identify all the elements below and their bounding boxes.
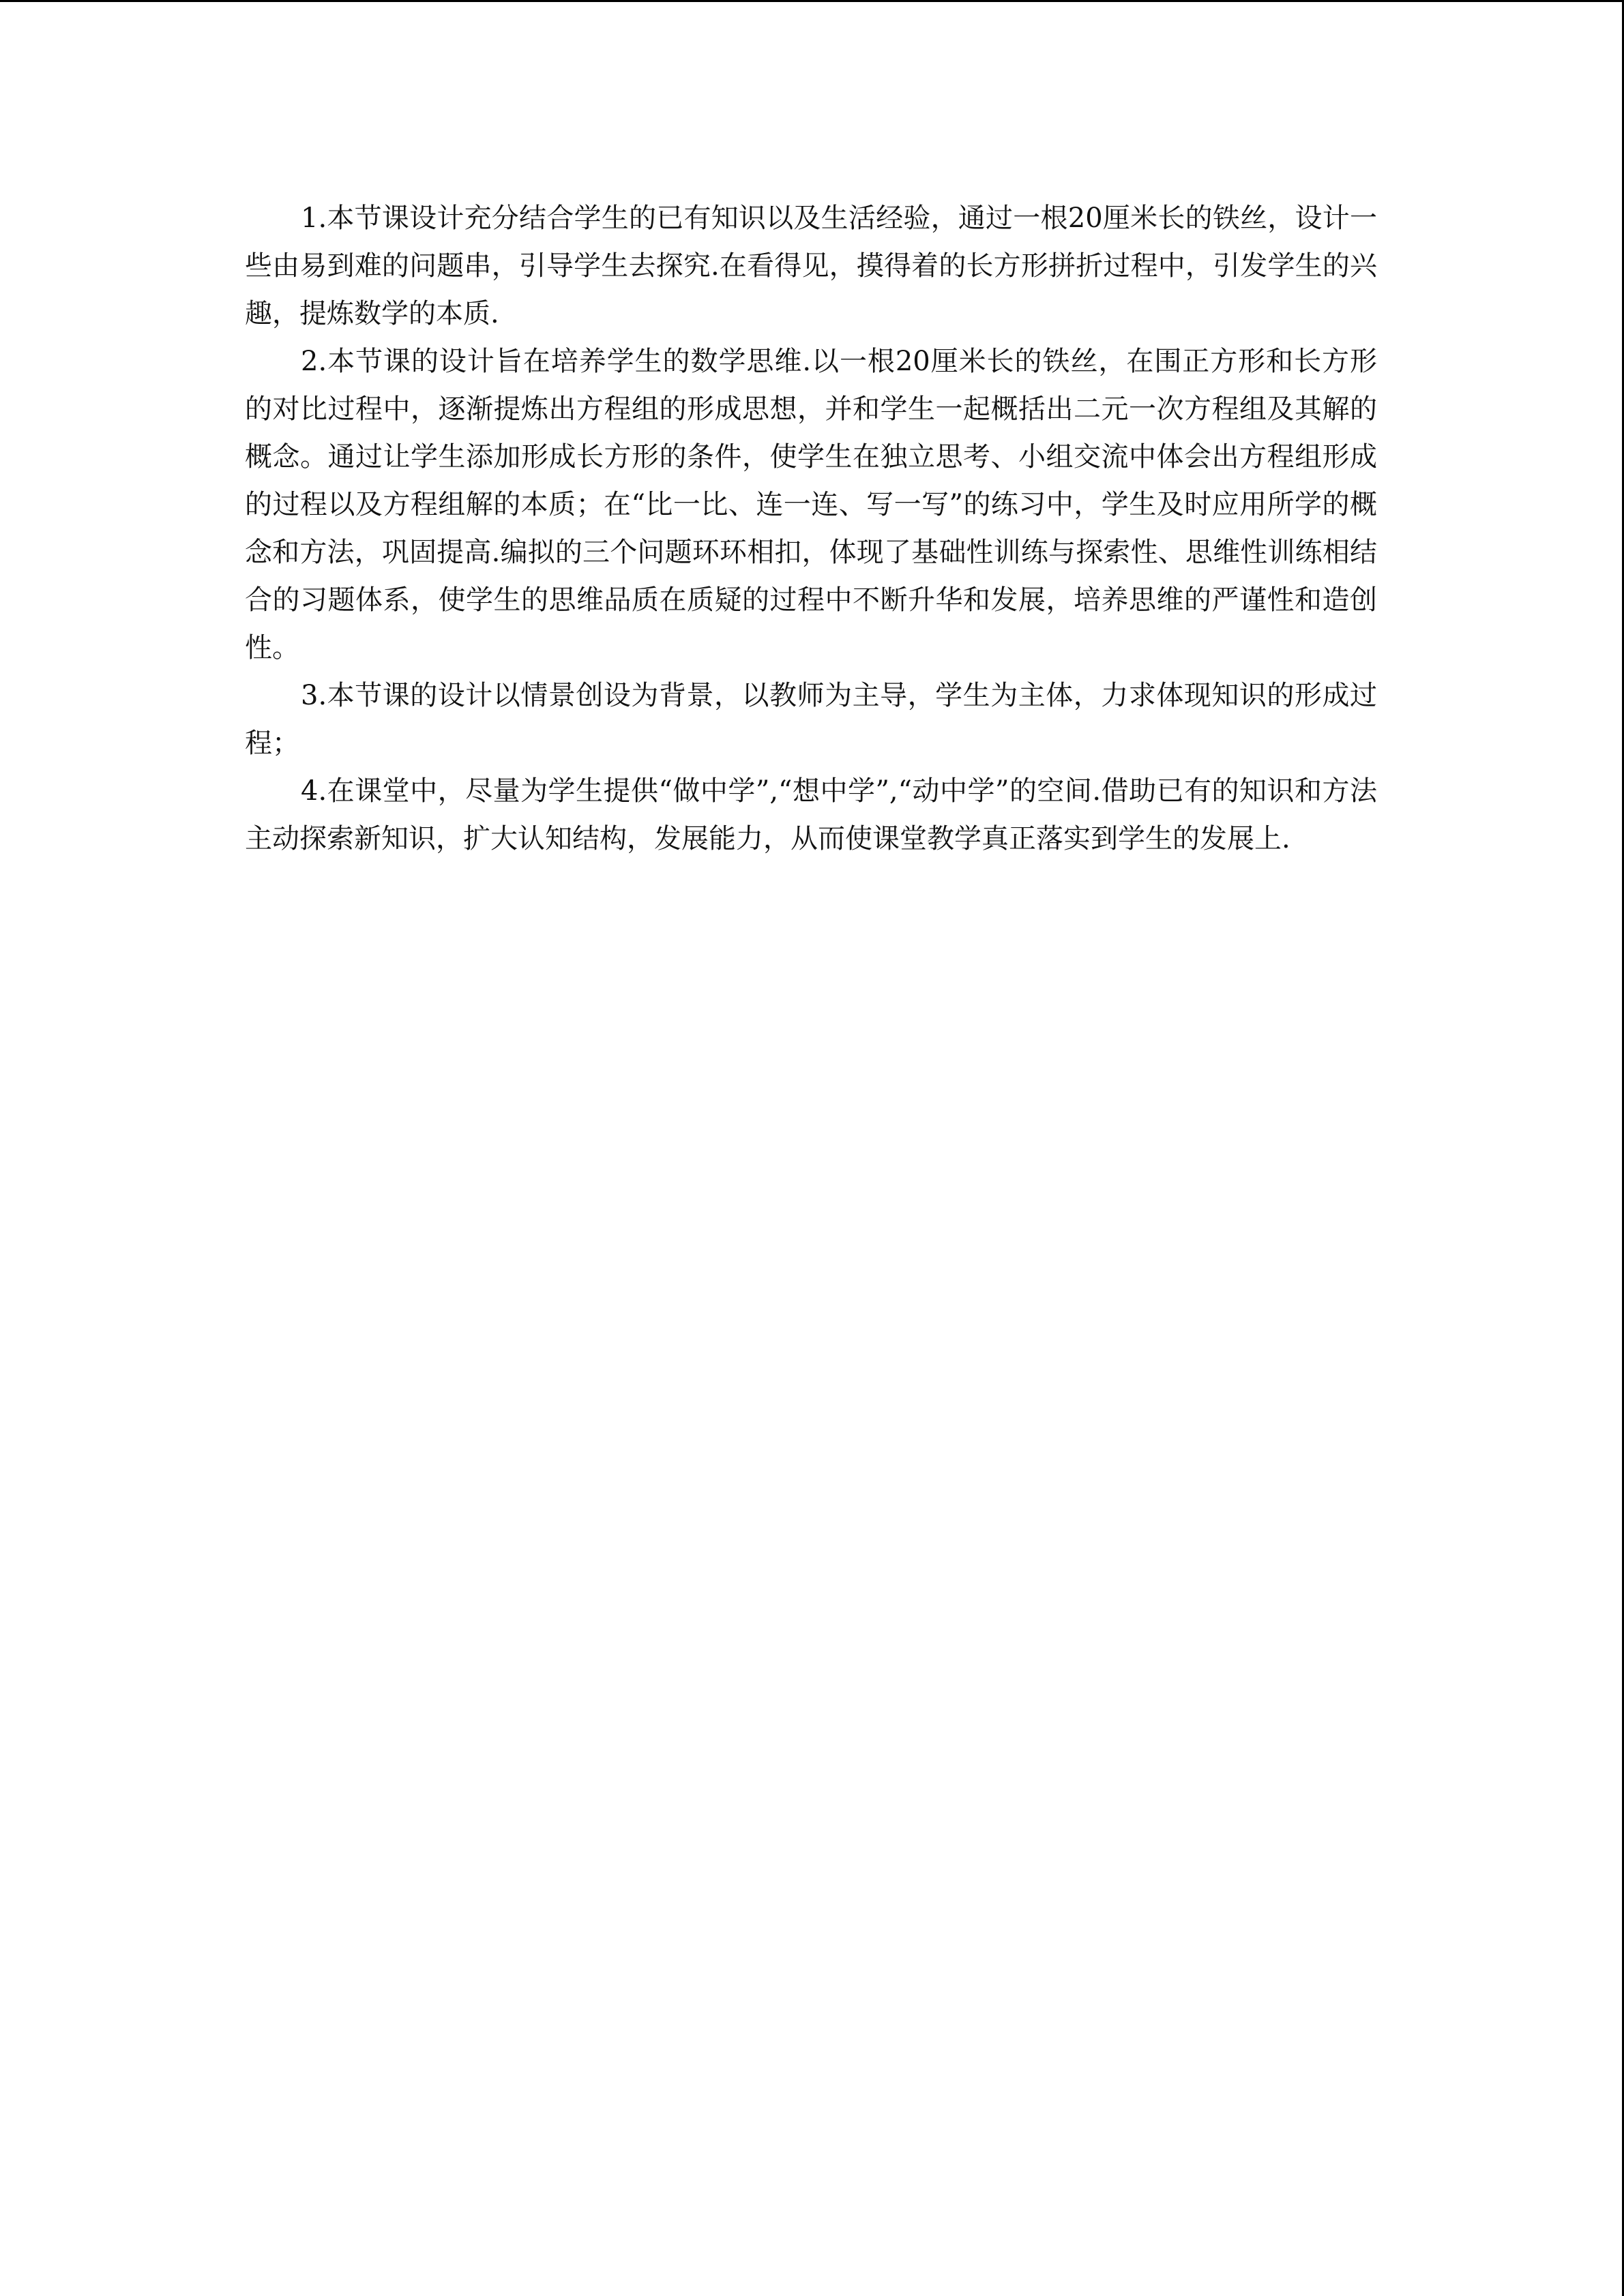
paragraph-3: 3.本节课的设计以情景创设为背景，以教师为主导，学生为主体，力求体现知识的形成过程；	[245, 680, 1377, 759]
paragraph-1: 1.本节课设计充分结合学生的已有知识以及生活经验，通过一根20厘米长的铁丝，设计一些由易到难的问题串，引导学生去探究.在看得见，摸得着的长方形拼折过程中，引发学生的兴趣，提炼数学的本质.	[245, 203, 1377, 329]
paragraph-4: 4.在课堂中，尽量为学生提供“做中学”,“想中学”,“动中学”的空间.借助已有的知识和方法主动探索新知识，扩大认知结构，发展能力，从而使课堂教学真正落实到学生的发展上.	[245, 775, 1377, 854]
paragraph-2: 2.本节课的设计旨在培养学生的数学思维.以一根20厘米长的铁丝，在围正方形和长方形的对比过程中，逐渐提炼出方程组的形成思想，并和学生一起概括出二元一次方程组及其解的概念。通过让学生添加形成长方形的条件，使学生在独立思考、小组交流中体会出方程组形成的过程以及方程组解的本质；在“比一比、连一连、写一写”的练习中，学生及时应用所学的概念和方法，巩固提高.编拟的三个问题环环相扣，体现了基础性训练与探索性、思维性训练相结合的习题体系，使学生的思维品质在质疑的过程中不断升华和发展，培养思维的严谨性和造创性。	[245, 346, 1377, 664]
document-body	[245, 194, 1377, 863]
page-top-border	[0, 0, 1624, 2]
